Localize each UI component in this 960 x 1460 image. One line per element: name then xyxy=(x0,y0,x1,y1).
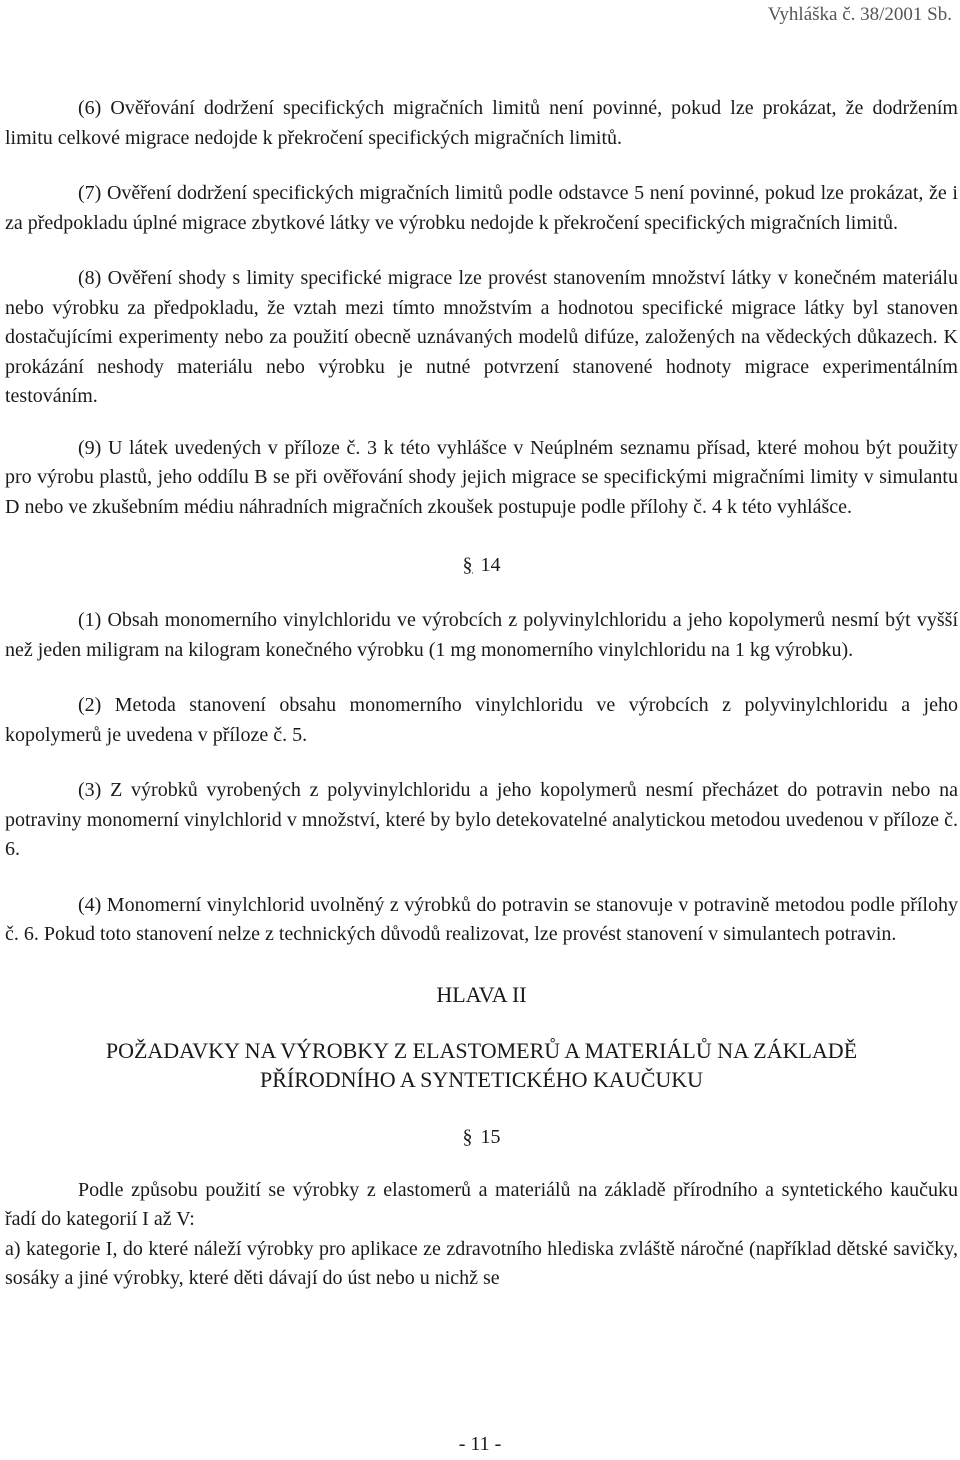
section-number: 15 xyxy=(480,1125,501,1148)
paragraph-6: (6) Ověřování dodržení specifických migračních limitů není povinné, pokud lze prokázat, že dodržením limitu celkové migrace nedojde k překročení specifických migračních limitů. xyxy=(5,97,958,149)
page-number: - 11 - xyxy=(458,1433,502,1455)
paragraph-9: (9) U látek uvedených v příloze č. 3 k této vyhlášce v Neúplném seznamu přísad, které mohou být použity pro výrobu plastů, jeho oddílu B se při ověřování shody jejich migrace se specifickými migračními limity v simulantu D nebo ve zkušebním médiu náhradních migračních zkoušek postupuje podle přílohy č. 4 k této vyhlášce. xyxy=(5,436,958,518)
section-14-paragraph-3: (3) Z výrobků vyrobených z polyvinylchloridu a jeho kopolymerů nesmí přecházet do potravin nebo na potraviny monomerní vinylchlorid v množství, které by bylo detekovatelné analytickou metodou uvedenou v příloze č. 6. xyxy=(5,779,958,860)
section-symbol: § xyxy=(462,554,473,576)
running-header: Vyhláška č. 38/2001 Sb. xyxy=(767,4,952,25)
section-15-intro: Podle způsobu použití se výrobky z elastomerů a materiálů na základě přírodního a syntetického kaučuku řadí do kategorií I až V: xyxy=(5,1178,958,1230)
paragraph-7: (7) Ověření dodržení specifických migračních limitů podle odstavce 5 není povinné, pokud lze prokázat, že i za předpokladu úplné migrace zbytkové látky ve výrobku nedojde k překročení specifických migračních limitů. xyxy=(5,182,958,234)
section-15-heading xyxy=(5,1124,958,1150)
section-14-paragraph-4: (4) Monomerní vinylchlorid uvolněný z výrobků do potravin se stanovuje v potravině metodou podle přílohy č. 6. Pokud toto stanovení nelze z technických důvodů realizovat, lze provést stanovení v simulantech potravin. xyxy=(5,893,958,945)
chapter-title-line-2: PŘÍRODNÍHO A SYNTETICKÉHO KAUČUKU xyxy=(259,1066,704,1092)
section-14-heading xyxy=(5,552,958,578)
section-number: 14 xyxy=(480,554,501,576)
section-14-paragraph-1: (1) Obsah monomerního vinylchloridu ve výrobcích z polyvinylchloridu a jeho kopolymerů nesmí být vyšší než jeden miligram na kilogram konečného výrobku (1 mg monomerního vinylchloridu na 1 kg výrobku). xyxy=(5,609,958,661)
section-symbol: § xyxy=(462,1125,473,1148)
chapter-title-line-1: POŽADAVKY NA VÝROBKY Z ELASTOMERŮ A MATERIÁLŮ NA ZÁKLADĚ xyxy=(105,1037,858,1063)
section-14-paragraph-2: (2) Metoda stanovení obsahu monomerního vinylchloridu ve výrobcích z polyvinylchloridu a jeho kopolymerů je uvedena v příloze č. 5. xyxy=(5,694,958,746)
page-content xyxy=(5,94,958,1294)
section-15-item-a: a) kategorie I, do které náleží výrobky pro aplikace ze zdravotního hlediska zvláště náročné (například dětské savičky, sosáky a jiné výrobky, které děti dávají do úst nebo u nichž se xyxy=(5,1237,958,1289)
paragraph-8: (8) Ověření shody s limity specifické migrace lze provést stanovením množství látky v konečném materiálu nebo výrobku za předpokladu, že vztah mezi tímto množstvím a hodnotou specifické migrace látky byl stanoven dostačujícími experimenty nebo za použití obecně uznávaných modelů difúze, založených na vědeckých důkazech. K prokázání neshody materiálu nebo výrobku je nutné potvrzení stanovené hodnoty migrace experimentálním testováním. xyxy=(5,267,958,407)
chapter-label: HLAVA II xyxy=(436,981,527,1007)
